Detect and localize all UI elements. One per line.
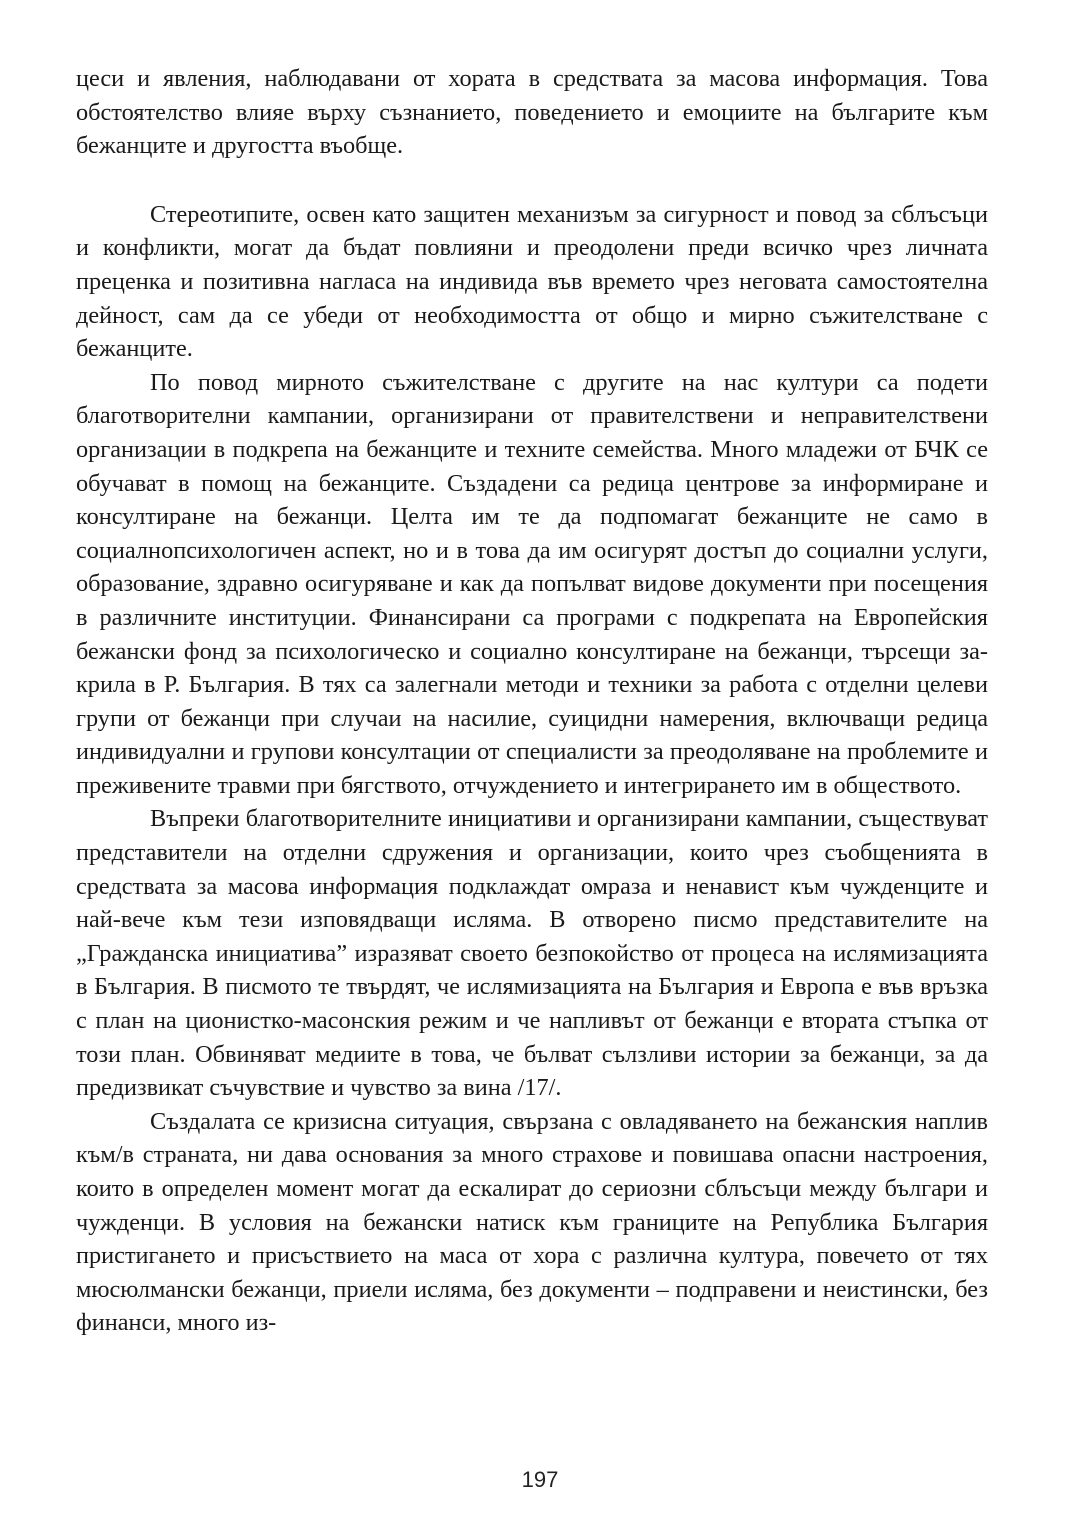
paragraph-open-letter: Въпреки благотворителните инициативи и организирани кампании, съществуват представители на отделни сдружения и организации, които чрез съобщенията в средствата за масова информация подклаждат омраза и ненавист към чужденците и най-вече към тези изповядващи исляма. В отворено писмо представителите на „Гражданска инициатива” изразяват своето безпокойство от процеса на ислямизацията в България. В писмото те твърдят, че ислямизацията на България и Европа е във връзка с план на ционистко-масонския режим и че напливът от бежанци е втората стъпка от този план. Обвиняват медиите в това, че бълват сълзливи истории за бежанци, за да предизвикат съчувствие и чувство за вина /17/. bbox=[76, 805, 988, 1102]
paragraph-continuation: цеси и явления, наблюдавани от хората в средствата за масова информация. Това обстоятелство влияе върху съзнанието, поведението и емоциите на българите към бежанците и другостта въобще. bbox=[76, 65, 988, 160]
paragraph-stereotypes: Стереотипите, освен като защитен механизъм за сигурност и повод за сблъсъци и конфликти, могат да бъдат повлияни и преодолени преди всичко чрез личната преценка и позитивна нагласа на индивида във времето чрез неговата самостоятелна дейност, сам да се убеди от необходимостта от общо и мирно съжителстване с бежанците. bbox=[76, 200, 988, 363]
paragraph-charity-campaigns: По повод мирното съжителстване с другите на нас култури са подети благотворителни кампании, организирани от правителствени и неправителствени организации в подкрепа на бежанците и техните семейства. Много младежи от БЧК се обучават в помощ на бежанците. Създадени са редица центрове за информиране и консултиране на бежанци. Целта им те да подпомагат бежанците не само в социалнопсихологичен аспект, но и в това да им осигурят достъп до социални услуги, образование, здравно осигуряване и как да попълват видове документи при посещения в различните институции. Финансирани са програми с подкрепата на Европейския бежански фонд за психологическо и социално консултиране на бежанци, търсещи закрила в Р. България. В тях са залегнали методи и техники за работа с отделни целеви групи от бежанци при случаи на насилие, суицидни намерения, включващи редица индивидуални и групови консултации от специалисти за преодоляване на проблемите и преживените травми при бягството, отчуждението и интегрирането им в обществото. bbox=[76, 368, 988, 799]
page-number: 197 bbox=[521, 1467, 559, 1492]
paragraph-crisis-situation: Създалата се кризисна ситуация, свързана с овладяването на бежанския наплив към/в страната, ни дава основания за много страхове и повишава опасни настроения, които в определен момент могат да ескалират до сериозни сблъсъци между българи и чужденци. В условия на бежански натиск към границите на Република България пристигането и присъствието на маса от хора с различна култура, повечето от тях мюсюлмански бежанци, приели исляма, без документи – подправени и неистински, без финанси, много из- bbox=[76, 1107, 988, 1337]
page-body bbox=[76, 62, 988, 1340]
